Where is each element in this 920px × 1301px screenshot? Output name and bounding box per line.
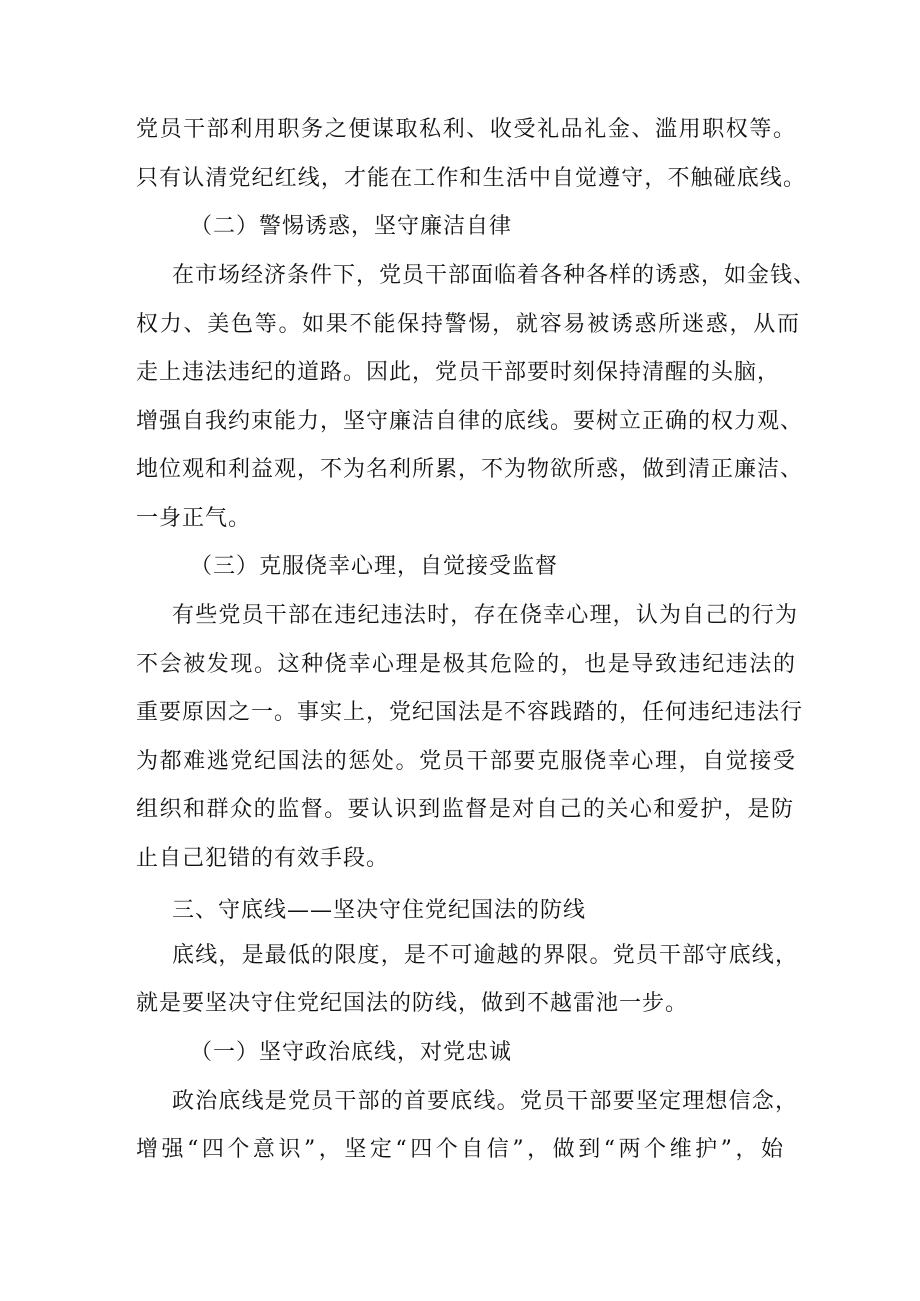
body-text-line: 政治底线是党员干部的首要底线。党员干部要坚定理想信念， [172,1089,798,1114]
body-text-line: 重要原因之一。事实上，党纪国法是不容践踏的，任何违纪违法行 [136,700,804,725]
body-text-line: 止自己犯错的有效手段。 [136,846,390,871]
body-text-line: 就是要坚决守住党纪国法的防线，做到不越雷池一步。 [136,991,689,1016]
body-text-line: 党员干部利用职务之便谋取私利、收受礼品礼金、滥用职权等。 [136,117,796,142]
section-heading: （一）坚守政治底线，对党忠诚 [190,1040,513,1065]
body-text-line: 为都难逃党纪国法的惩处。党员干部要克服侥幸心理，自觉接受 [136,749,796,774]
body-text-line: 增强自我约束能力，坚守廉洁自律的底线。要树立正确的权力观、 [136,409,804,434]
section-heading: （二）警惕诱惑，坚守廉洁自律 [190,214,513,239]
body-text-line: 底线，是最低的限度，是不可逾越的界限。党员干部守底线， [172,943,798,968]
body-text-line: 地位观和利益观，不为名利所累，不为物欲所惑，做到清正廉洁、 [136,457,804,482]
section-heading: （三）克服侥幸心理，自觉接受监督 [190,554,559,579]
body-text-line: 只有认清党纪红线，才能在工作和生活中自觉遵守，不触碰底线。 [136,166,806,191]
body-text-line: 权力、美色等。如果不能保持警惕，就容易被诱惑所迷惑，从而 [136,312,800,337]
body-text-line: 在市场经济条件下，党员干部面临着各种各样的诱惑，如金钱、 [172,263,817,288]
body-text-line: 一身正气。 [136,506,252,531]
body-text-line: 不会被发现。这种侥幸心理是极其危险的，也是导致违纪违法的 [136,652,796,677]
chapter-heading: 三、守底线——坚决守住党纪国法的防线 [172,898,587,923]
body-text-line: 组织和群众的监督。要认识到监督是对自己的关心和爱护，是防 [136,797,794,822]
body-text-line: 有些党员干部在违纪违法时，存在侥幸心理，认为自己的行为 [172,603,798,628]
body-text-line: 走上违法违纪的道路。因此，党员干部要时刻保持清醒的头脑， [136,360,781,385]
body-text-line: 增强“四个意识”，坚定“四个自信”，做到“两个维护”，始 [136,1137,784,1162]
